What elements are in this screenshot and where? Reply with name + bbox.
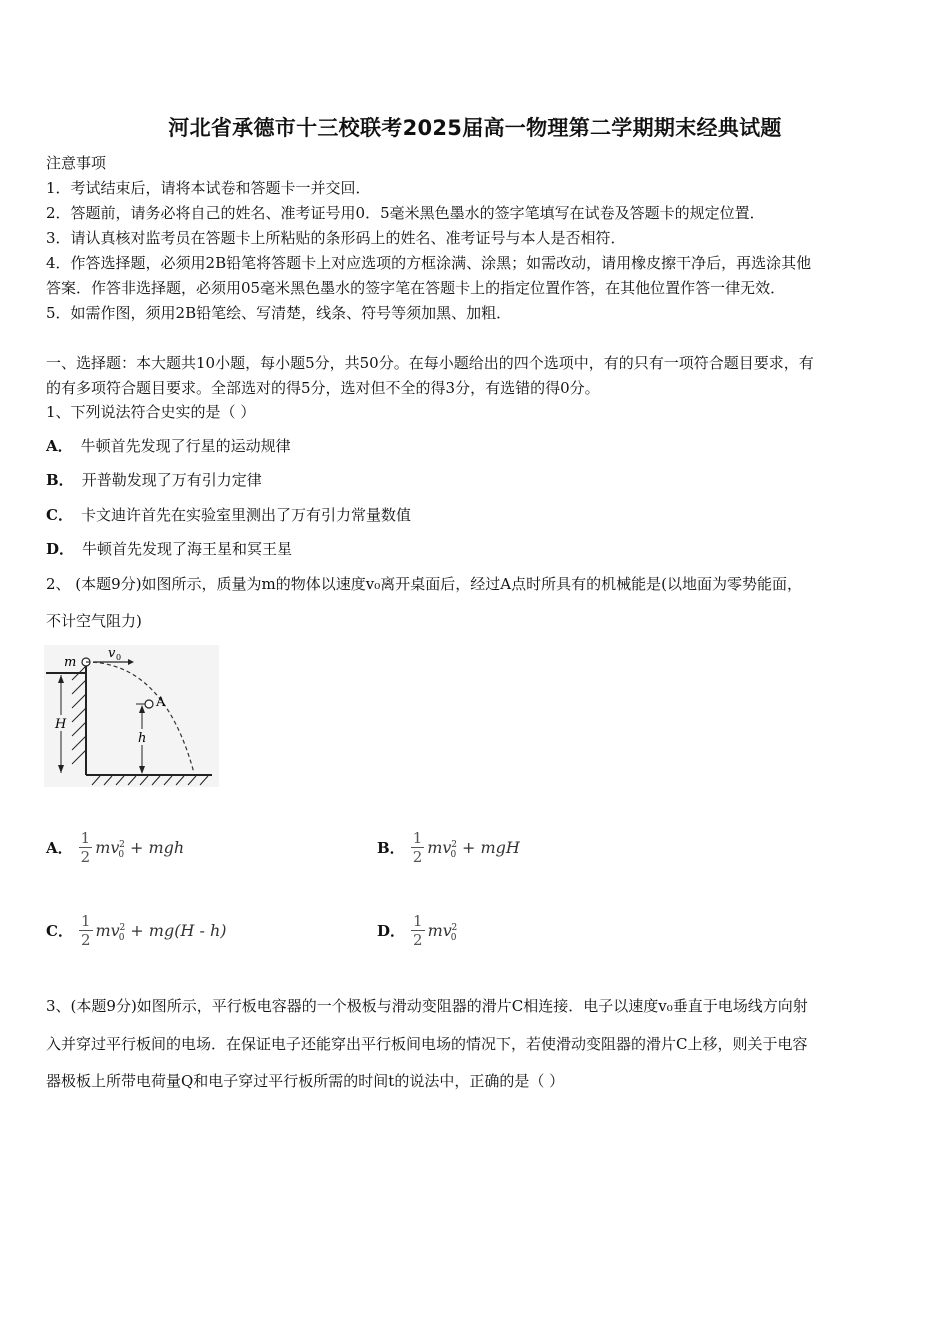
section-intro: 的有多项符合题目要求。全部选对的得5分，选对但不全的得3分，有选错的得0分。 [46, 379, 600, 397]
notice-heading: 注意事项 [46, 154, 107, 172]
q1-option-c[interactable]: C． 卡文迪许首先在实验室里测出了万有引力常量数值 [46, 506, 411, 524]
notice-item: 答案．作答非选择题，必须用05毫米黑色墨水的签字笔在答题卡上的指定位置作答，在其他位置作答一律无效． [46, 279, 786, 297]
question-2-stem: 不计空气阻力) [46, 612, 142, 630]
notice-item: 3．请认真核对监考员在答题卡上所粘贴的条形码上的姓名、准考证号与本人是否相符． [46, 229, 626, 247]
question-1-stem: 1、下列说法符合史实的是（ ） [46, 403, 256, 421]
q2-option-d[interactable]: D． $\frac{1}{2}$ $mv_0^2$ [377, 912, 458, 949]
label-small-h: h [138, 731, 147, 746]
fraction: $\frac{1}{2}$ [80, 912, 91, 949]
label-m: m [64, 655, 77, 670]
q1-option-d[interactable]: D． 牛顿首先发现了海王星和冥王星 [46, 540, 293, 558]
notice-item: 5．如需作图，须用2B铅笔绘、写清楚，线条、符号等须加黑、加粗． [46, 304, 512, 322]
q1-option-a[interactable]: A． 牛顿首先发现了行星的运动规律 [46, 437, 291, 455]
q2-option-b[interactable]: B． $\frac{1}{2}$ $mv_0^2$ + mgH [377, 829, 520, 866]
notice-item: 1．考试结束后，请将本试卷和答题卡一并交回． [46, 179, 371, 197]
label-v0: v [108, 646, 116, 661]
notice-item: 2．答题前，请务必将自己的姓名、准考证号用0．5毫米黑色墨水的签字笔填写在试卷及答题卡的规定位置． [46, 204, 765, 222]
question-2-stem: 2、 (本题9分)如图所示，质量为m的物体以速度v₀离开桌面后，经过A点时所具有的机械能是(以地面为零势能面， [46, 575, 802, 593]
point-a [145, 700, 153, 708]
section-intro: 一、选择题：本大题共10小题，每小题5分，共50分。在每小题给出的四个选项中，有的只有一项符合题目要求，有 [46, 354, 814, 372]
notice-item: 4．作答选择题，必须用2B铅笔将答题卡上对应选项的方框涂满、涂黑；如需改动，请用橡皮擦干净后，再选涂其他 [46, 254, 812, 272]
question-3-stem: 器极板上所带电荷量Q和电子穿过平行板所需的时间t的说法中，正确的是（ ） [46, 1072, 565, 1090]
fraction: $\frac{1}{2}$ [413, 912, 423, 949]
projectile-diagram [44, 645, 219, 787]
fraction: $\frac{1}{2}$ [412, 829, 423, 866]
q1-option-b[interactable]: B． 开普勒发现了万有引力定律 [46, 471, 262, 489]
q2-option-c[interactable]: C． $\frac{1}{2}$ $mv_0^2 + mg(H - h)$ [46, 912, 227, 949]
question-3-stem: 3、(本题9分)如图所示，平行板电容器的一个极板与滑动变阻器的滑片C相连接．电子以速度v₀垂直于电场线方向射 [46, 997, 808, 1015]
label-a: A [156, 695, 166, 710]
fraction: $\frac{1}{2}$ [80, 829, 91, 866]
q2-option-a[interactable]: A． $\frac{1}{2}$ $mv_0^2$ + mgh [46, 829, 185, 866]
question-3-stem: 入并穿过平行板间的电场．在保证电子还能穿出平行板间电场的情况下，若使滑动变阻器的滑片C上移，则关于电容 [46, 1035, 808, 1053]
label-v0-sub: 0 [116, 653, 122, 662]
page-title: 河北省承德市十三校联考2025届高一物理第二学期期末经典试题 [168, 116, 782, 140]
label-big-h: H [55, 717, 67, 732]
